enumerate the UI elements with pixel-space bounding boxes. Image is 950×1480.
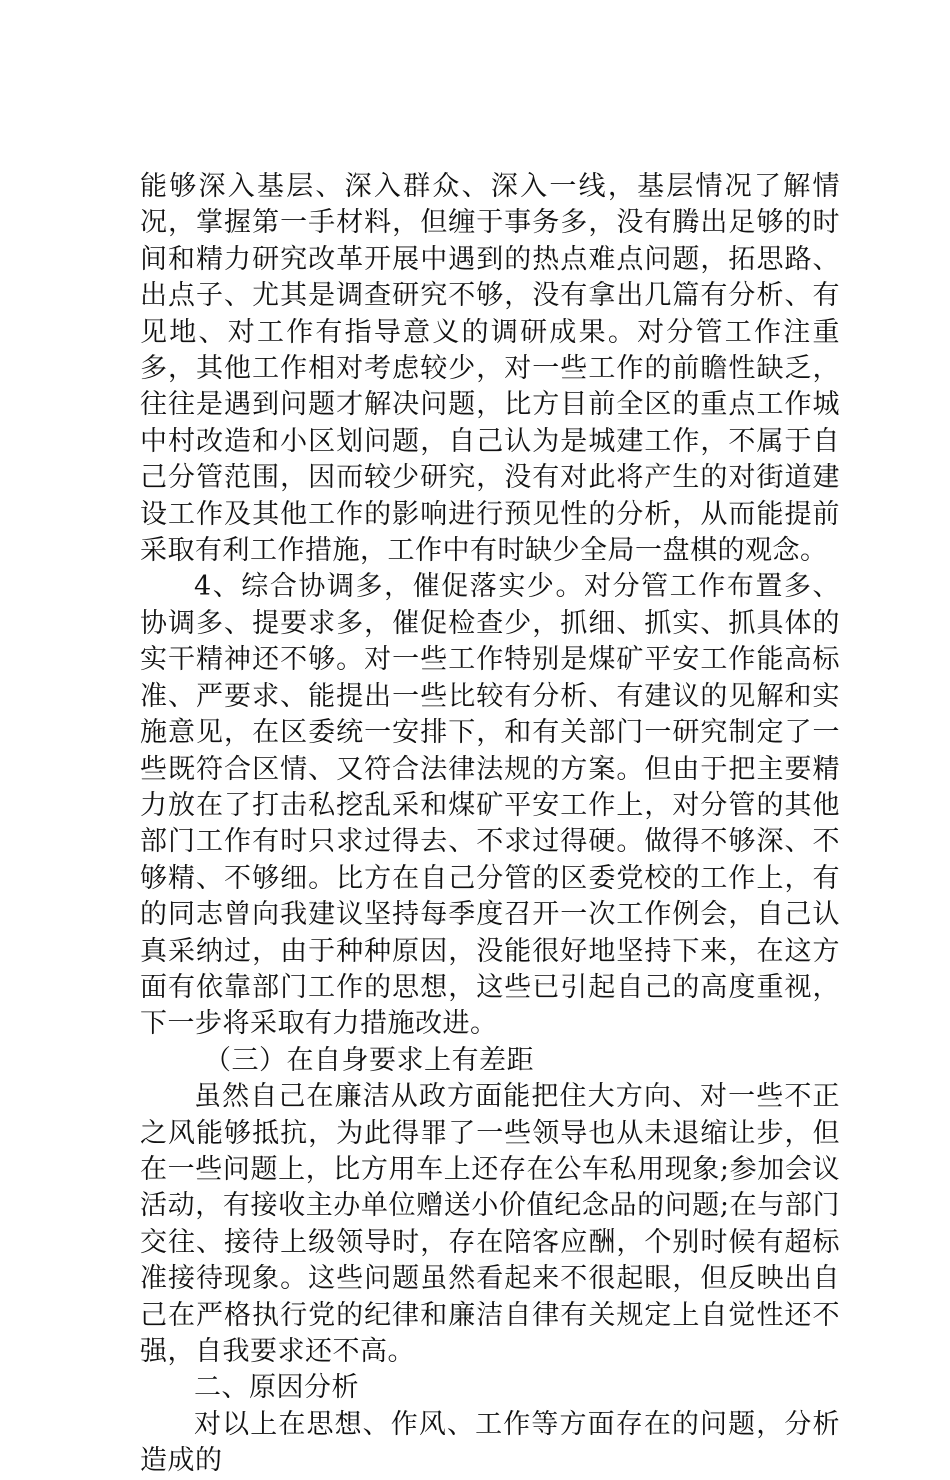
body-paragraph-continued: 能够深入基层、深入群众、深入一线，基层情况了解情况，掌握第一手材料，但缠于事务多，没有腾出足够的时间和精力研究改革开展中遇到的热点难点问题，拓思路、出点子、尤其是调查研究不够，没有拿出几篇有分析、有见地、对工作有指导意义的调研成果。对分管工作注重多，其他工作相对考虑较少，对一些工作的前瞻性缺乏，往往是遇到问题才解决问题，比方目前全区的重点工作城中村改造和小区划问题，自己认为是城建工作，不属于自己分管范围，因而较少研究，没有对此将产生的对街道建设工作及其他工作的影响进行预见性的分析，从而能提前采取有利工作措施，工作中有时缺少全局一盘棋的观念。 <box>140 171 840 567</box>
body-paragraph-analysis: 对以上在思想、作风、工作等方面存在的问题，分析造成的 <box>140 1408 840 1477</box>
body-paragraph-item-4: 4、综合协调多，催促落实少。对分管工作布置多、协调多、提要求多，催促检查少，抓细、抓实、抓具体的实干精神还不够。对一些工作特别是煤矿平安工作能高标准、严要求、能提出一些比较有分析、有建议的见解和实施意见，在区委统一安排下，和有关部门一研究制定了一些既符合区情、又符合法律法规的方案。但由于把主要精力放在了打击私挖乱采和煤矿平安工作上，对分管的其他部门工作有时只求过得去、不求过得硬。做得不够深、不够精、不够细。比方在自己分管的区委党校的工作上，有的同志曾向我建议坚持每季度召开一次工作例会，自己认真采纳过，由于种种原因，没能很好地坚持下来，在这方面有依靠部门工作的思想，这些已引起自己的高度重视，下一步将采取有力措施改进。 <box>140 571 840 1040</box>
section-heading-self-requirements: （三）在自身要求上有差距 <box>204 1044 534 1076</box>
document-body <box>140 169 840 1480</box>
body-paragraph-integrity: 虽然自己在廉洁从政方面能把住大方向、对一些不正之风能够抵抗，为此得罪了一些领导也从未退缩让步，但在一些问题上，比方用车上还存在公车私用现象;参加会议活动，有接收主办单位赠送小价值纪念品的问题;在与部门交往、接待上级领导时，存在陪客应酬，个别时候有超标准接待现象。这些问题虽然看起来不很起眼，但反映出自己在严格执行党的纪律和廉洁自律有关规定上自觉性还不强，自我要求还不高。 <box>140 1081 840 1367</box>
section-heading-cause-analysis: 二、原因分析 <box>194 1372 359 1404</box>
